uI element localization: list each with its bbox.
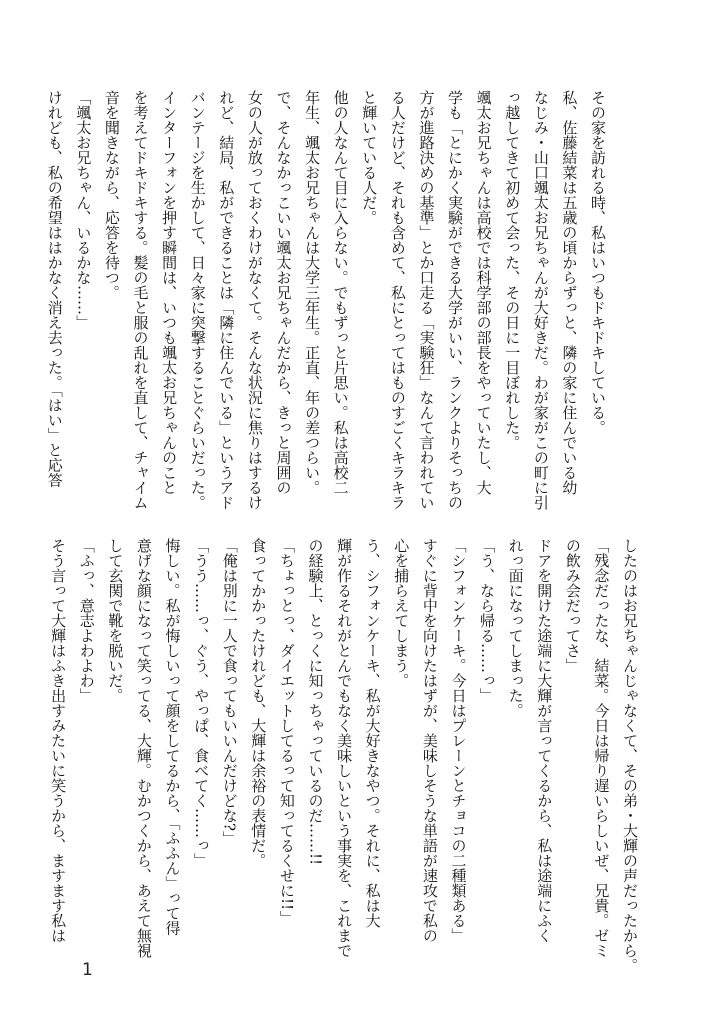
text-line: と輝いている人だ。 — [360, 90, 379, 225]
text-line: 輝が作るそれがとんでもなく美味しいという事実を、これまで — [335, 538, 354, 958]
text-line: その家を訪れる時、私はいつもドキドキしている。 — [589, 90, 607, 435]
text-line: 颯太お兄ちゃんは高校では科学部の部長をやっていたし、大 — [474, 90, 493, 495]
text-line: う、シフォンケーキ、私が大好きなやつ。それに、私は大 — [363, 538, 382, 928]
text-line: そう言って大輝はふき出すみたいに笑うから、ますます私は — [49, 538, 68, 943]
text-line: 「ふっ、意志よわよわ」 — [77, 538, 96, 703]
text-line: インターフォンを押す瞬間は、いつも颯太お兄ちゃんのこと — [160, 90, 179, 495]
text-line: バンテージを生かして、日々家に突撃することぐらいだった。 — [188, 90, 207, 510]
text-line: 女の人が放っておくわけがなくて。そんな状況に焦りはするけ — [245, 90, 264, 510]
text-line: 「ちょっとっ、ダイエットしてるって知ってるくせに!!」 — [277, 538, 296, 926]
text-line: して玄関で靴を脱いだ。 — [106, 538, 125, 703]
lower-text-block — [49, 538, 644, 973]
text-line: 「シフォンケーキ。今日はプレーンとチョコの二種類ある」 — [449, 538, 468, 943]
upper-text-block — [45, 90, 612, 510]
text-line: で、そんなかっこいい颯太お兄ちゃんだから、きっと周囲の — [274, 90, 293, 495]
text-line: 方が進路決めの基準」とか口走る「実験狂」なんて言われてい — [417, 90, 436, 510]
text-line: けれども、私の希望ははかなく消え去った。「はい」と応答 — [45, 90, 64, 488]
page-number: 1 — [82, 960, 93, 980]
text-line: したのはお兄ちゃんじゃなくて、その弟・大輝の声だったから。 — [621, 538, 639, 973]
text-line: 音を聞きながら、応答を待つ。 — [102, 90, 121, 300]
text-line: なじみ・山口颯太お兄ちゃんが大好きだ。わが家がこの町に引 — [531, 90, 550, 510]
text-line: すぐに背中を向けたはずが、美味しそうな単語が速攻で私の — [420, 538, 439, 943]
text-line: 「残念だったな、結菜。今日は帰り遅いらしいぜ、兄貴。ゼミ — [592, 538, 611, 958]
text-line: れど、結局、私ができることは「隣に住んでいる」というアド — [217, 90, 236, 510]
text-line: 私、佐藤結菜は五歳の頃からずっと、隣の家に住んでいる幼 — [560, 90, 579, 495]
text-line: 年生、颯太お兄ちゃんは大学三年生。正直、年の差つらい。 — [303, 90, 322, 495]
text-line: の飲み会だってさ」 — [563, 538, 582, 673]
text-line: 他の人なんて目に入らない。でもずっと片思い。私は高校二 — [331, 90, 350, 495]
text-line: 意げな顔になって笑ってる、大輝。むかつくから、あえて無視 — [134, 538, 153, 958]
text-line: 心を捕らえてしまう。 — [392, 538, 411, 688]
text-line: を考えてドキドキする。髪の毛と服の乱れを直して、チャイム — [131, 90, 150, 510]
text-line: る人だけど、それも含めて、私にとってはものすごくキラキラ — [388, 90, 407, 510]
text-line: ドアを開けた途端に大輝が言ってくるから、私は途端にふく — [535, 538, 554, 943]
text-line: っ越してきて初めて会った、その日に一目ぼれした。 — [503, 90, 522, 450]
text-line: の経験上、とっくに知っちゃっているのだ……!! — [306, 538, 325, 866]
text-line: 「俺は別に一人で食ってもいいんだけどな?」 — [220, 538, 239, 847]
text-line: 食ってかかったけれども、大輝は余裕の表情だ。 — [249, 538, 268, 868]
text-line: れっ面になってしまった。 — [506, 538, 525, 718]
text-line: 「うう……っ、ぐう、やっぱ、食べてく……っ」 — [192, 538, 211, 868]
text-line: 悔しい。私が悔しいって顔をしてるから、「ふふん」って得 — [163, 538, 182, 936]
text-line: 学も「とにかく実験ができる大学がいい、ランクよりそっちの — [446, 90, 465, 510]
text-line: 「颯太お兄ちゃん、いるかな……」 — [74, 90, 93, 330]
text-line: 「う、なら帰る……っ」 — [478, 538, 497, 703]
